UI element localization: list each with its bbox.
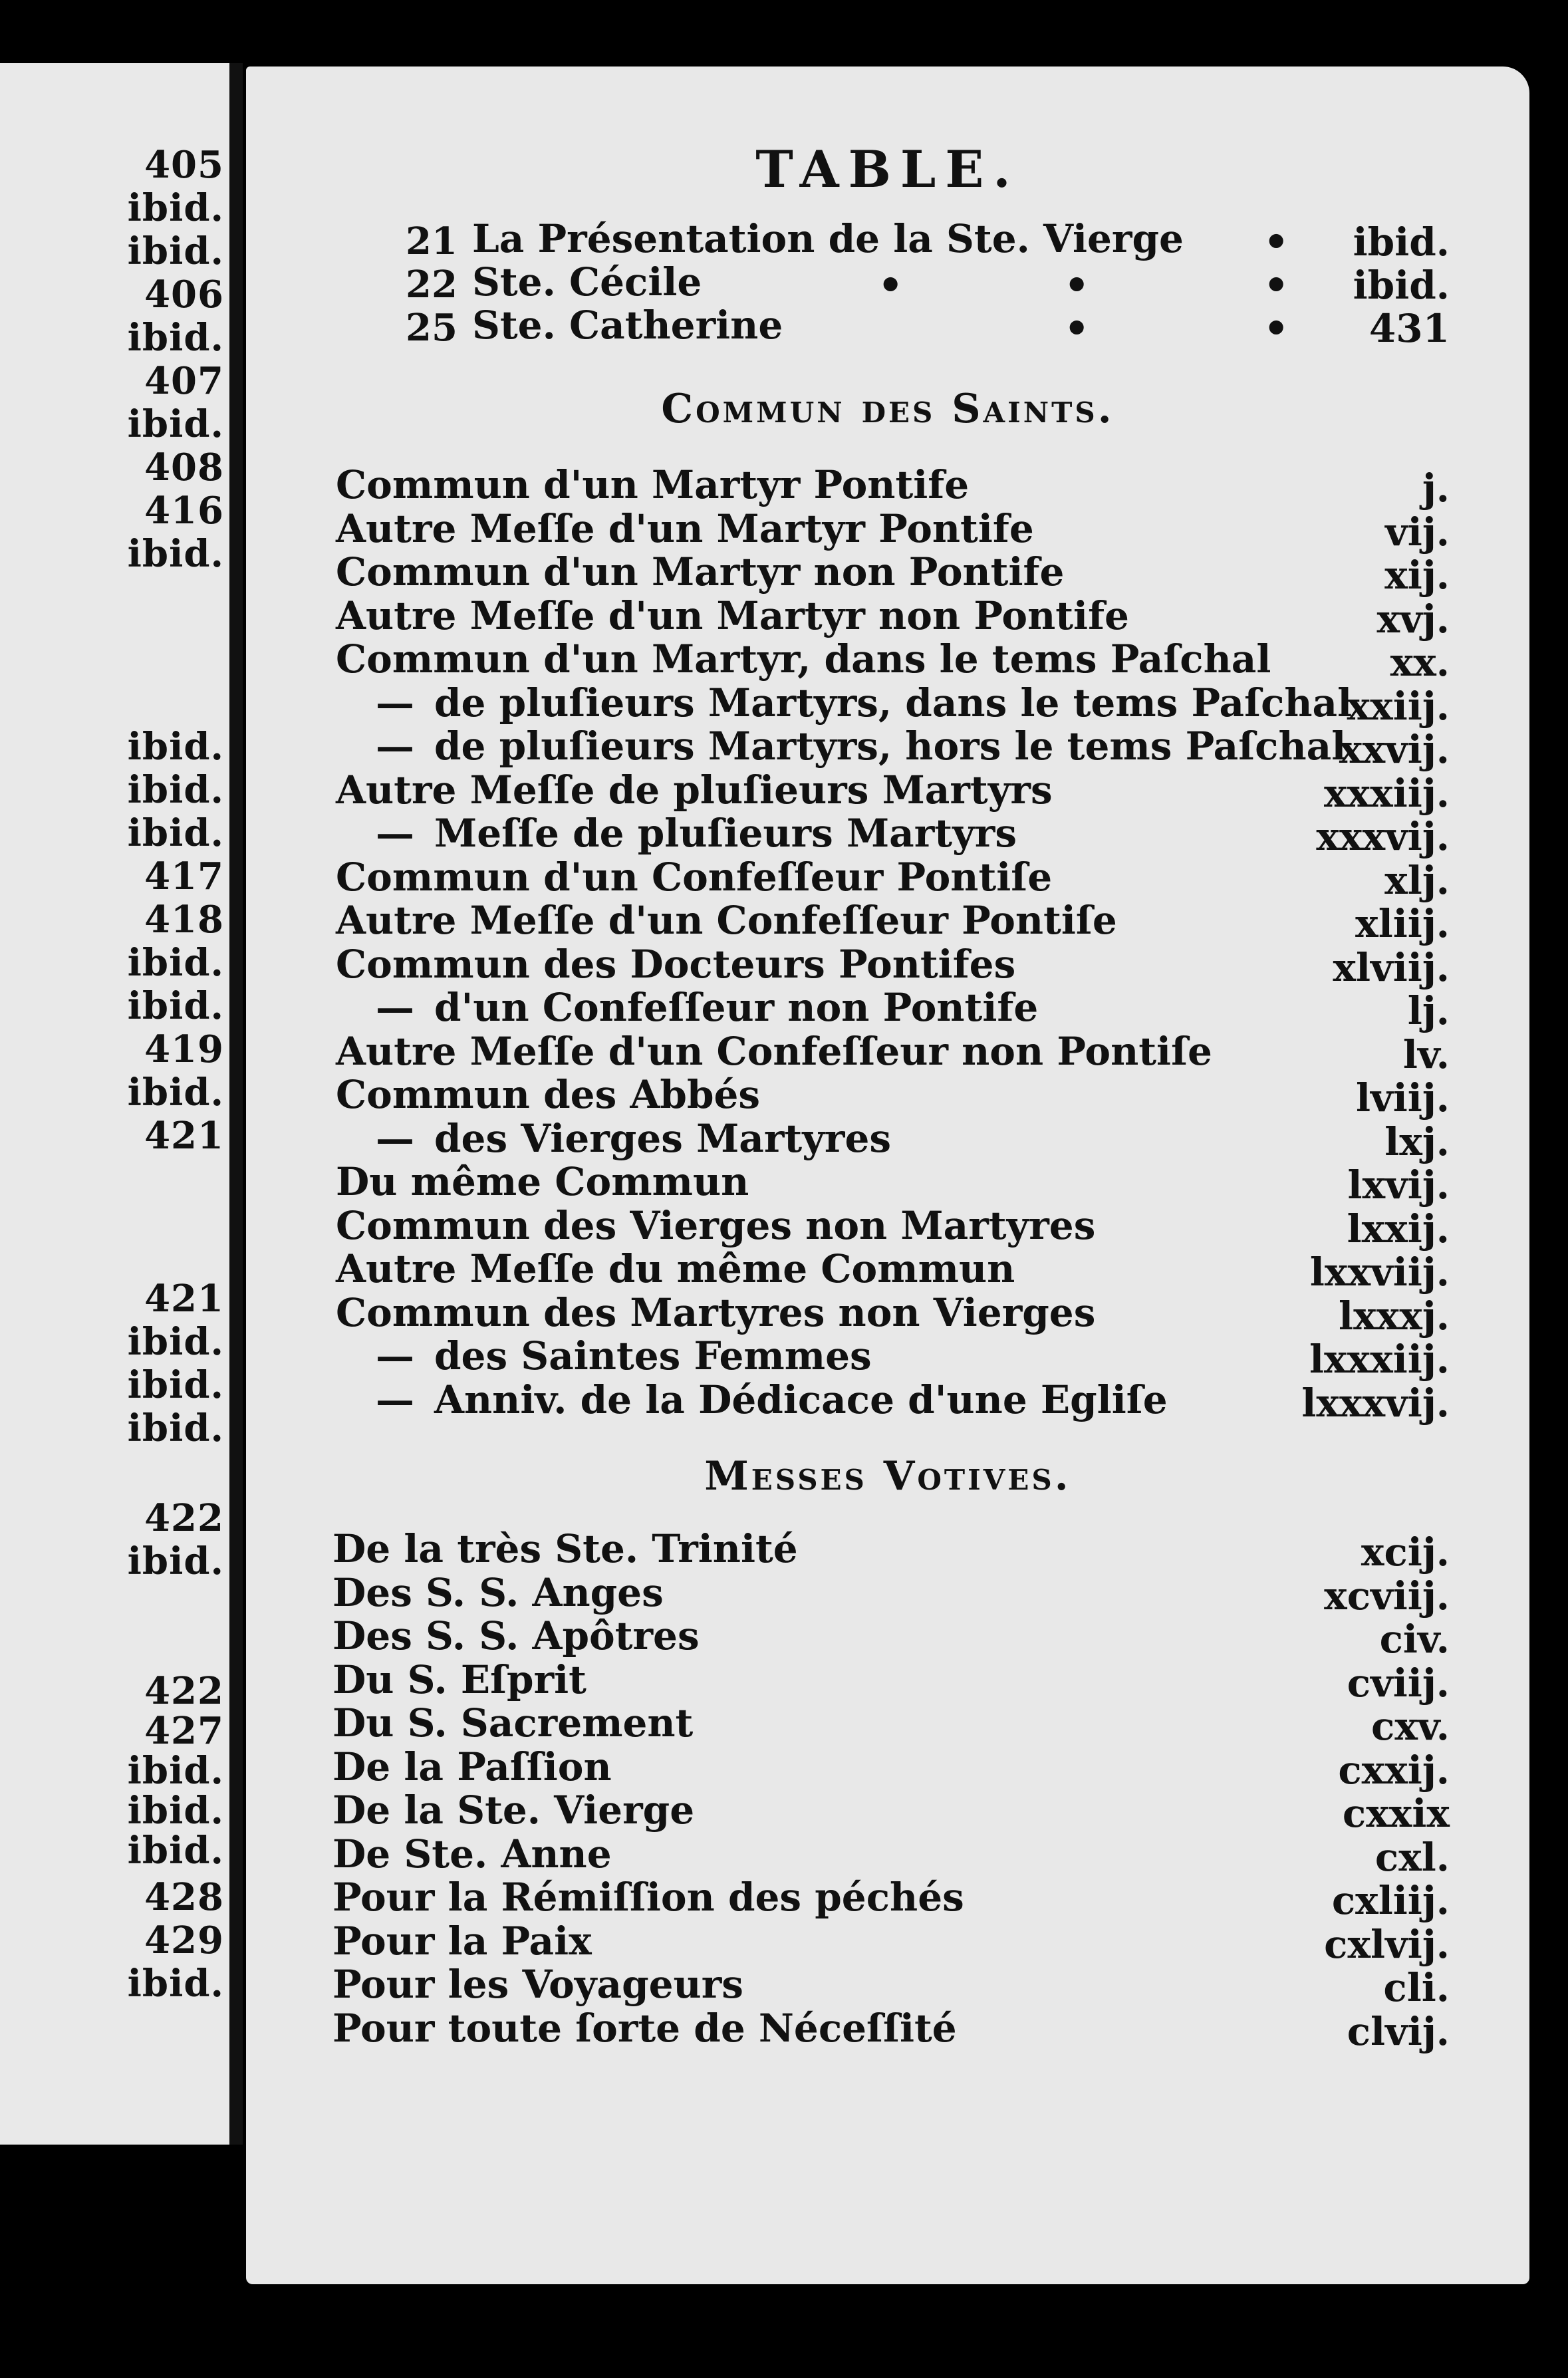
leader-dot: • xyxy=(1263,306,1289,352)
leader-dot: • xyxy=(1064,263,1090,309)
commun-entry-text: Commun des Vierges non Martyres xyxy=(336,1203,1096,1248)
commun-entry xyxy=(376,1116,892,1161)
dash-mark: — xyxy=(376,985,414,1030)
votive-entry: Pour toute ſorte de Néceſſité xyxy=(332,2006,957,2051)
votive-entry: De la très Ste. Trinité xyxy=(332,1526,798,1571)
leader-dot: • xyxy=(878,263,904,309)
dash-mark: — xyxy=(376,811,414,856)
commun-entry xyxy=(336,593,1129,638)
feast-name: Ste. Catherine xyxy=(472,303,783,348)
left-page-number: ibid. xyxy=(127,941,224,985)
votive-entry: Des S. S. Apôtres xyxy=(332,1613,700,1658)
dash-mark: — xyxy=(376,1377,414,1422)
commun-entry xyxy=(376,1377,1168,1422)
votive-entry: De la Ste. Vierge xyxy=(332,1787,695,1833)
left-page-number: 429 xyxy=(144,1918,224,1962)
commun-entry-text: Autre Meſſe de pluſieurs Martyrs xyxy=(336,767,1053,813)
commun-entry-text: d'un Confeſſeur non Pontife xyxy=(434,985,1039,1030)
left-page-number: ibid. xyxy=(127,186,224,230)
commun-entry xyxy=(336,767,1053,813)
commun-entry-page: xx. xyxy=(1390,640,1450,685)
left-page-number: ibid. xyxy=(127,229,224,273)
commun-entry-page: vij. xyxy=(1385,509,1450,555)
left-page-number: 428 xyxy=(144,1875,224,1919)
votive-entry-page: xcviij. xyxy=(1324,1573,1450,1619)
feast-day: 21 xyxy=(406,219,457,263)
commun-entry-page: xvj. xyxy=(1376,596,1450,642)
votive-entry-page: cxv. xyxy=(1371,1704,1450,1749)
commun-entry-page: xliij. xyxy=(1355,901,1450,946)
commun-heading: Commun des Saints. xyxy=(661,386,1114,432)
commun-entry xyxy=(336,1203,1096,1248)
left-page-number: 405 xyxy=(144,143,224,187)
commun-entry xyxy=(336,1290,1096,1335)
commun-entry xyxy=(336,1029,1212,1074)
commun-entry-text: Commun d'un Martyr non Pontife xyxy=(336,549,1065,594)
commun-entry xyxy=(336,942,1016,987)
votive-entry: Du S. Eſprit xyxy=(332,1657,587,1702)
left-page-number: 422 xyxy=(144,1669,224,1713)
commun-entry-text: des Vierges Martyres xyxy=(434,1116,892,1161)
commun-entry-page: j. xyxy=(1422,465,1450,511)
commun-entry-text: Autre Meſſe d'un Confeſſeur non Pontiſe xyxy=(336,1029,1212,1074)
commun-entry-page: lv. xyxy=(1402,1032,1450,1077)
commun-entry xyxy=(376,1333,872,1379)
votive-entry-page: xcij. xyxy=(1361,1529,1450,1575)
book-gutter xyxy=(229,63,243,2145)
left-page-number: ibid. xyxy=(127,768,224,812)
commun-entry-text: de pluſieurs Martyrs, hors le tems Paſchal xyxy=(434,724,1347,769)
commun-entry-text: Commun des Abbés xyxy=(336,1072,761,1117)
left-page-number: ibid. xyxy=(127,532,224,576)
commun-entry-text: Commun d'un Martyr Pontife xyxy=(336,462,970,507)
page-title: TABLE. xyxy=(755,140,1020,199)
commun-entry-text: Du même Commun xyxy=(336,1159,749,1204)
left-page-number: ibid. xyxy=(127,402,224,446)
commun-entry xyxy=(336,1159,749,1204)
left-page-number: 421 xyxy=(144,1277,224,1321)
commun-entry-page: lxxij. xyxy=(1347,1206,1450,1252)
commun-entry-text: Autre Meſſe d'un Confeſſeur Pontiſe xyxy=(336,898,1117,943)
left-page-number: 421 xyxy=(144,1114,224,1158)
commun-entry-page: lviij. xyxy=(1356,1075,1450,1121)
commun-entry-text: Autre Meſſe d'un Martyr non Pontife xyxy=(336,593,1129,638)
left-page-number: ibid. xyxy=(127,1829,224,1873)
commun-entry xyxy=(336,855,1053,900)
commun-entry xyxy=(336,462,970,507)
commun-entry-text: Meſſe de pluſieurs Martyrs xyxy=(434,811,1017,856)
left-page-number: 417 xyxy=(144,855,224,898)
votive-entry-page: cxliij. xyxy=(1331,1878,1450,1923)
left-page-number: ibid. xyxy=(127,811,224,855)
commun-entry-text: Anniv. de la Dédicace d'une Egliſe xyxy=(434,1377,1168,1422)
commun-entry-page: xij. xyxy=(1384,553,1450,598)
commun-entry xyxy=(376,811,1017,856)
votive-entry-page: cxlvij. xyxy=(1324,1922,1450,1967)
votive-entry: De la Paſſion xyxy=(332,1744,612,1789)
dash-mark: — xyxy=(376,1116,414,1161)
votive-entry-page: clvij. xyxy=(1347,2009,1450,2054)
commun-entry-page: xlviij. xyxy=(1333,945,1450,990)
commun-entry-text: des Saintes Femmes xyxy=(434,1333,872,1379)
commun-entry-text: Autre Meſſe d'un Martyr Pontife xyxy=(336,506,1034,551)
dash-mark: — xyxy=(376,724,414,769)
votive-entry: Des S. S. Anges xyxy=(332,1570,664,1615)
feast-name: Ste. Cécile xyxy=(472,259,702,305)
left-page-number: 407 xyxy=(144,359,224,403)
commun-entry-page: xxiij. xyxy=(1347,684,1450,729)
commun-entry-page: xxvij. xyxy=(1339,727,1450,772)
left-page-number: ibid. xyxy=(127,1071,224,1115)
commun-entry-text: de pluſieurs Martyrs, dans le tems Paſchal xyxy=(434,680,1353,726)
votive-entry-page: cxxij. xyxy=(1338,1748,1450,1793)
left-page-number: 422 xyxy=(144,1496,224,1540)
left-page-number: ibid. xyxy=(127,1363,224,1407)
commun-entry xyxy=(336,1246,1015,1291)
votive-entry: De Ste. Anne xyxy=(332,1831,612,1877)
feast-page: 431 xyxy=(1369,306,1450,351)
commun-entry-text: Commun des Martyres non Vierges xyxy=(336,1290,1096,1335)
votive-entry: Pour les Voyageurs xyxy=(332,1962,743,2007)
left-page-number: 418 xyxy=(144,898,224,942)
left-page-number: 406 xyxy=(144,273,224,317)
left-page-number: ibid. xyxy=(127,725,224,769)
commun-entry xyxy=(376,724,1347,769)
commun-entry-page: lxxxvij. xyxy=(1301,1381,1450,1426)
votive-entry-page: civ. xyxy=(1379,1617,1450,1662)
feast-page: ibid. xyxy=(1353,263,1450,308)
commun-entry-page: xxxiij. xyxy=(1324,771,1450,816)
leader-dot: • xyxy=(1263,263,1289,309)
commun-entry-page: lj. xyxy=(1407,988,1450,1033)
votive-entry-page: cli. xyxy=(1383,1965,1450,2010)
commun-entry xyxy=(336,506,1034,551)
dash-mark: — xyxy=(376,1333,414,1379)
left-page-number: ibid. xyxy=(127,1749,224,1793)
votive-entry: Pour la Rémiſſion des péchés xyxy=(332,1875,964,1920)
votives-heading: Messes Votives. xyxy=(704,1453,1071,1500)
commun-entry xyxy=(336,1072,761,1117)
leader-dot: • xyxy=(1263,219,1289,266)
votive-entry-page: cxxix xyxy=(1342,1791,1450,1836)
commun-entry xyxy=(336,636,1271,682)
left-page-number: 408 xyxy=(144,446,224,489)
left-page-number: 416 xyxy=(144,489,224,533)
feast-day: 25 xyxy=(406,306,457,350)
left-page-number: ibid. xyxy=(127,1789,224,1833)
left-page-number: ibid. xyxy=(127,1962,224,2006)
votive-entry-page: cxl. xyxy=(1374,1835,1450,1880)
commun-entry-page: xxxvij. xyxy=(1316,814,1450,859)
dash-mark: — xyxy=(376,680,414,726)
commun-entry-text: Commun d'un Confeſſeur Pontiſe xyxy=(336,855,1053,900)
left-page-number: ibid. xyxy=(127,316,224,360)
votive-entry: Pour la Paix xyxy=(332,1918,592,1964)
left-page-number: ibid. xyxy=(127,1320,224,1364)
commun-entry xyxy=(336,898,1117,943)
left-page-number: 419 xyxy=(144,1027,224,1071)
commun-entry-page: lxxxiij. xyxy=(1309,1337,1450,1382)
left-page-number: ibid. xyxy=(127,984,224,1028)
left-page-number: 427 xyxy=(144,1709,224,1753)
commun-entry-text: Autre Meſſe du même Commun xyxy=(336,1246,1015,1291)
commun-entry-page: lxj. xyxy=(1384,1119,1450,1164)
left-page-number: ibid. xyxy=(127,1406,224,1450)
commun-entry-page: lxxviij. xyxy=(1309,1250,1450,1295)
commun-entry xyxy=(336,549,1065,594)
commun-entry xyxy=(376,985,1039,1030)
votive-entry: Du S. Sacrement xyxy=(332,1700,694,1746)
feast-page: ibid. xyxy=(1353,219,1450,265)
leader-dot: • xyxy=(1064,306,1090,352)
commun-entry-page: lxvij. xyxy=(1347,1162,1450,1208)
commun-entry-page: lxxxj. xyxy=(1339,1293,1450,1339)
left-page xyxy=(0,63,233,2145)
commun-entry-text: Commun d'un Martyr, dans le tems Paſchal xyxy=(336,636,1271,682)
feast-day: 22 xyxy=(406,263,457,307)
right-page xyxy=(246,66,1529,2284)
commun-entry xyxy=(376,680,1353,726)
left-page-number: ibid. xyxy=(127,1539,224,1583)
feast-name: La Présentation de la Ste. Vierge xyxy=(472,216,1184,261)
commun-entry-page: xlj. xyxy=(1384,858,1450,903)
commun-entry-text: Commun des Docteurs Pontifes xyxy=(336,942,1016,987)
votive-entry-page: cviij. xyxy=(1347,1660,1450,1706)
